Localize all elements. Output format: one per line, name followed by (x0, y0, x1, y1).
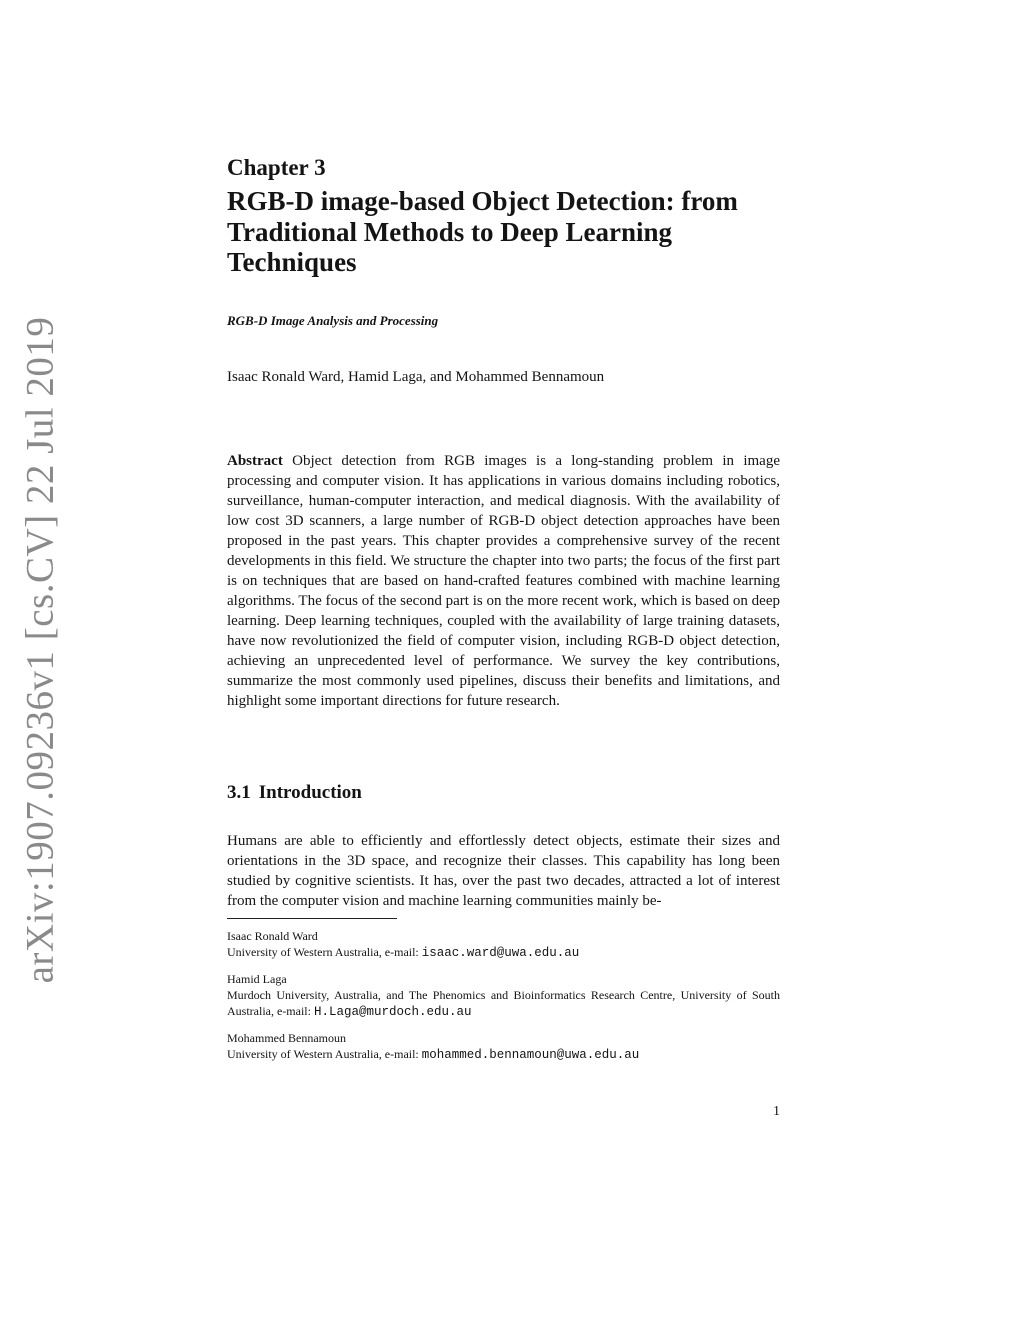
footnote-author (227, 971, 780, 1020)
footnote-divider (227, 918, 397, 919)
email-link[interactable]: H.Laga@murdoch.edu.au (313, 1005, 472, 1019)
footnote-author (227, 928, 780, 961)
footnote-author (227, 1030, 780, 1063)
affiliation-text: Murdoch University, Australia, and The Phenomics and Bioinformatics Research Centre, University of South Australia, e-mail: (227, 988, 780, 1018)
email-link[interactable]: mohammed.bennamoun@uwa.edu.au (421, 1048, 640, 1062)
abstract-text: Object detection from RGB images is a long-standing problem in image processing and computer vision. It has applications in various domains including robotics, surveillance, human-computer interaction, and medical diagnosis. With the availability of low cost 3D scanners, a large number of RGB-D object detection approaches have been proposed in the past years. This chapter provides a comprehensive survey of the recent developments in this field. We structure the chapter into two parts; the focus of the first part is on techniques that are based on hand-crafted features combined with machine learning algorithms. The focus of the second part is on the more recent work, which is based on deep learning. Deep learning techniques, coupled with the availability of large training datasets, have now revolutionized the field of computer vision, including RGB-D object detection, achieving an unprecedented level of performance. We survey the key contributions, summarize the most commonly used pipelines, discuss their benefits and limitations, and highlight some important directions for future research. (227, 453, 780, 709)
email-link[interactable]: isaac.ward@uwa.edu.au (421, 946, 580, 960)
author-footnotes (227, 928, 780, 1073)
introduction-paragraph: Humans are able to efficiently and effortlessly detect objects, estimate their sizes and orientations in the 3D space, and recognize their classes. This capability has long been studied by cognitive scientists. It has, over the past two decades, attracted a lot of interest from the computer vision and machine learning communities mainly be- (227, 833, 780, 909)
chapter-title: RGB-D image-based Object Detection: from Traditional Methods to Deep Learning Techniques (227, 186, 738, 277)
arxiv-identifier-text: arXiv:1907.09236v1 [cs.CV] 22 Jul 2019 (18, 316, 62, 984)
footnote-affiliation (227, 1046, 780, 1063)
footnote-author-name: Isaac Ronald Ward (227, 929, 318, 943)
affiliation-text: University of Western Australia, e-mail: (227, 1047, 422, 1061)
section-heading (227, 782, 780, 804)
section-title: Introduction (258, 782, 362, 803)
chapter-subtitle: RGB-D Image Analysis and Processing (227, 313, 439, 328)
chapter-label: Chapter 3 (227, 155, 326, 180)
section-number: 3.1 (227, 782, 251, 803)
footnote-affiliation (227, 944, 780, 961)
abstract (227, 451, 780, 711)
affiliation-text: University of Western Australia, e-mail: (227, 945, 422, 959)
page-number: 1 (773, 1104, 780, 1119)
footnote-affiliation (227, 987, 780, 1020)
author-list: Isaac Ronald Ward, Hamid Laga, and Mohammed Bennamoun (227, 369, 605, 385)
abstract-label: Abstract (227, 453, 283, 469)
footnote-author-name: Hamid Laga (227, 972, 287, 986)
footnote-author-name: Mohammed Bennamoun (227, 1031, 346, 1045)
